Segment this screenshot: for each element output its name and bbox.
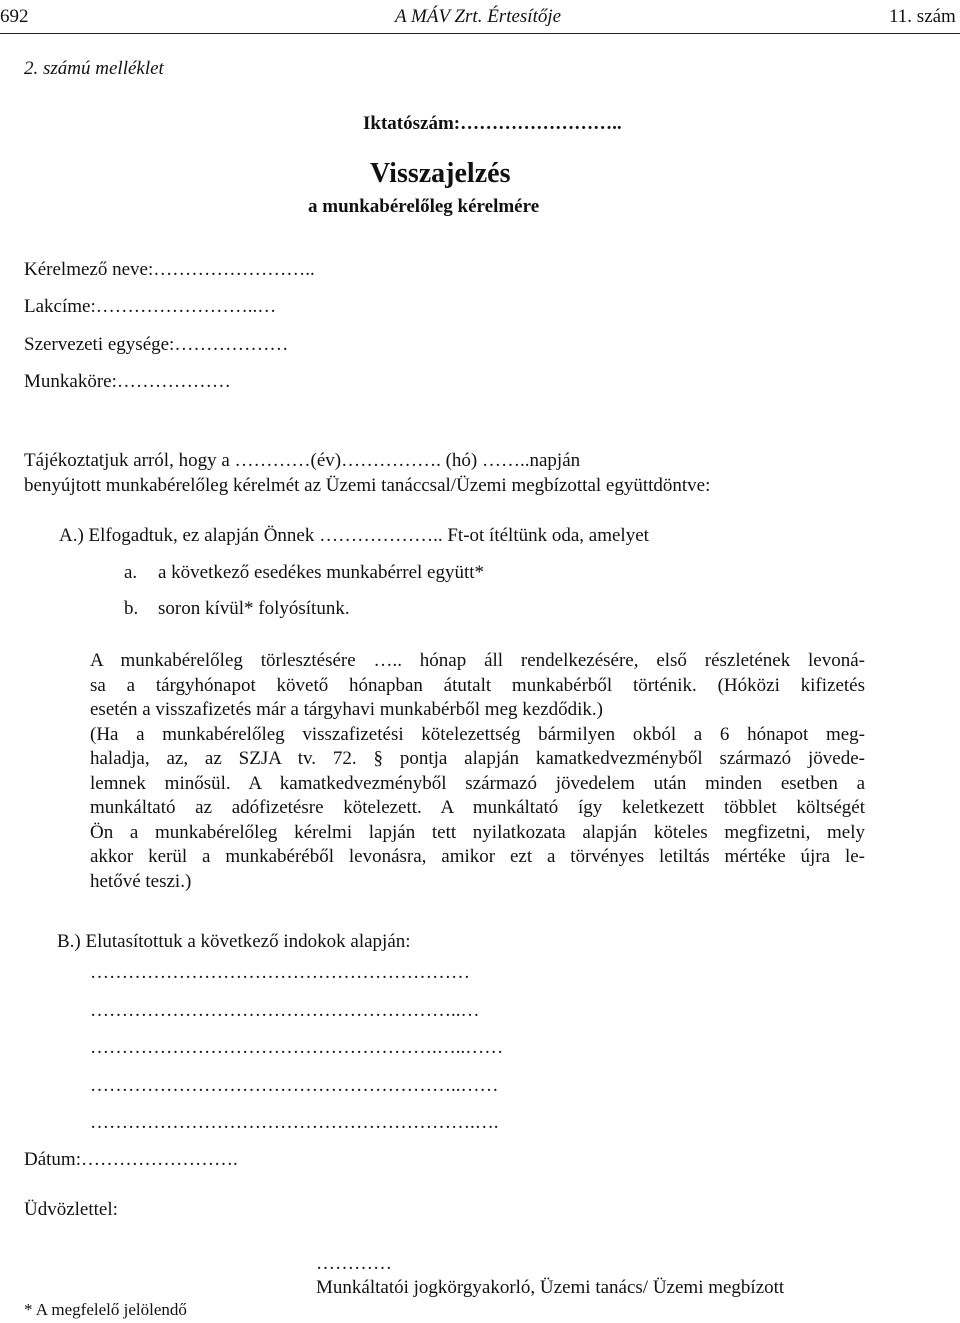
greeting: Üdvözlettel:	[24, 1199, 118, 1220]
repayment-line: sa a tárgyhónapot követő hónapban átutalt munkabérből történik. (Hóközi kifizetés	[90, 674, 865, 696]
option-a-marker-b: b.	[124, 598, 139, 619]
repayment-line: A munkabérelőleg törlesztésére ….. hónap áll rendelkezésére, első részletének levoná-	[90, 650, 865, 671]
option-a-heading: A.) Elfogadtuk, ez alapján Önnek ……………….. Ft-ot ítéltünk oda, amelyet	[59, 525, 649, 546]
reason-line: …………………………………………………….….	[90, 1112, 499, 1133]
footnote: * A megfelelő jelölendő	[24, 1300, 187, 1319]
address-field: Lakcíme:……………………..…	[24, 296, 277, 317]
publication-title: A MÁV Zrt. Értesítője	[395, 6, 562, 27]
repayment-paragraph	[90, 649, 865, 894]
page-subtitle: a munkabérelőleg kérelmére	[308, 196, 540, 217]
repayment-line: Ön a munkabérelőleg kérelmi lapján tett nyilatkozata alapján köteles megfizetni, mely	[90, 821, 865, 843]
registration-number: Iktatószám:……………………..	[363, 113, 622, 134]
signature-caption: Munkáltatói jogkörgyakorló, Üzemi tanács/ Üzemi megbízott	[316, 1277, 785, 1298]
intro-line-2: benyújtott munkabérelőleg kérelmét az Üzemi tanáccsal/Üzemi megbízottal együttdöntve:	[24, 475, 711, 496]
page-title: Visszajelzés	[370, 158, 511, 189]
page-number: 692	[0, 6, 29, 27]
reason-line: …………………………………………………..……	[90, 1075, 499, 1096]
repayment-line: (Ha a munkabérelőleg visszafizetési kötelezettség bármilyen okból a 6 hónapot meg-	[90, 723, 865, 745]
repayment-line: esetén a visszafizetés már a tárgyhavi munkabérből meg kezdődik.)	[90, 699, 603, 720]
header-divider	[0, 33, 960, 34]
applicant-name-field: Kérelmező neve:……………………..	[24, 259, 315, 280]
signature-dots: …………	[316, 1253, 392, 1274]
date-field: Dátum:…………………….	[24, 1149, 238, 1170]
reason-line: ……………………………………………….…..……	[90, 1037, 504, 1058]
reason-line: …………………………………………………..…	[90, 1000, 480, 1021]
unit-field: Szervezeti egysége:………………	[24, 334, 289, 355]
issue-number: 11. szám	[889, 6, 956, 27]
repayment-line: akkor kerül a munkabéréből levonásra, amikor ezt a törvényes letiltás mértéke újra le-	[90, 846, 865, 867]
repayment-line: hetővé teszi.)	[90, 870, 192, 892]
reason-line: ……………………………………………………	[90, 962, 470, 983]
repayment-line: lemnek minősül. A kamatkedvezményből származó jövedelem után minden esetben a	[90, 772, 865, 794]
annex-label: 2. számú melléklet	[24, 58, 164, 79]
repayment-line: haladja, az, az SZJA tv. 72. § pontja alapján kamatkedvezményből származó jövede-	[90, 748, 865, 769]
option-a-marker-a: a.	[124, 562, 138, 583]
option-a-item-b: soron kívül* folyósítunk.	[158, 598, 350, 619]
option-b-heading: B.) Elutasítottuk a következő indokok alapján:	[57, 931, 411, 952]
position-field: Munkaköre:………………	[24, 371, 231, 392]
repayment-line: munkáltató az adófizetésre kötelezett. A munkáltató így keletkezett többlet költségét	[90, 797, 865, 818]
intro-line-1: Tájékoztatjuk arról, hogy a …………(év)……………. (hó) ……..napján	[24, 450, 581, 471]
option-a-item-a: a következő esedékes munkabérrel együtt*	[158, 562, 485, 583]
